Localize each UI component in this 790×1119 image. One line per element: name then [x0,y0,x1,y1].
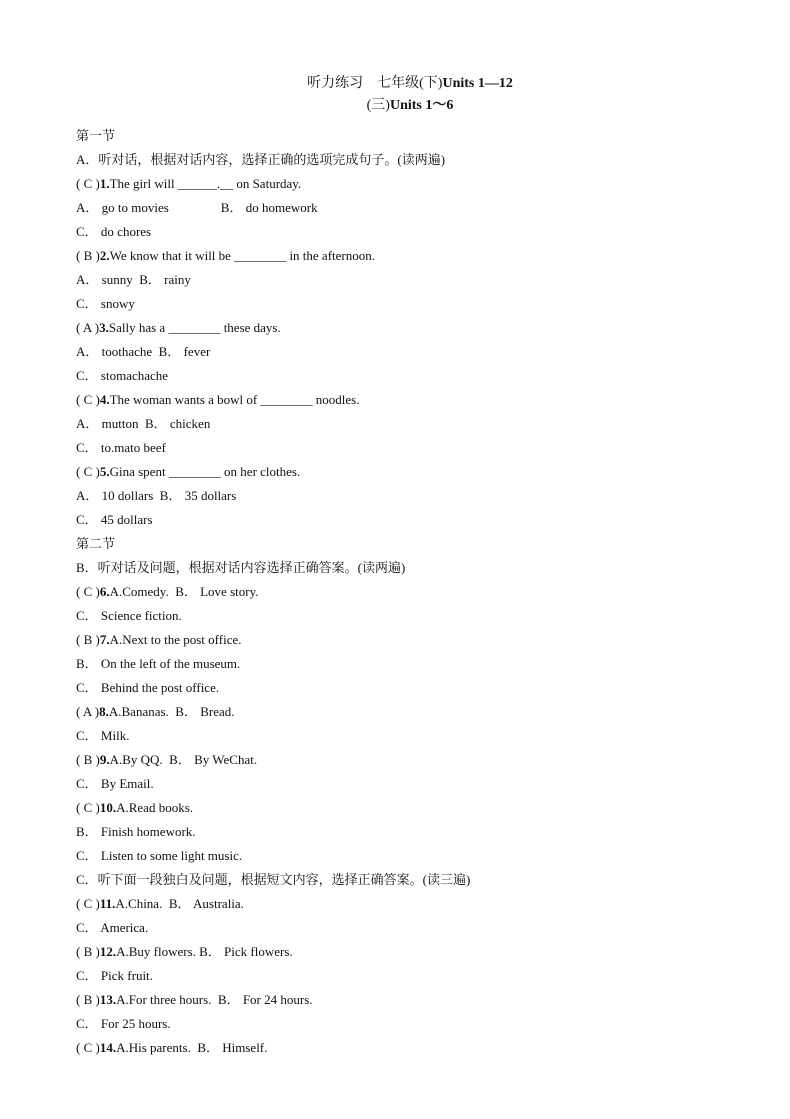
text-line: A．听对话，根据对话内容，选择正确的选项完成句子。(读两遍) [76,152,446,167]
question-text: A.By QQ. B． By WeChat. [109,752,258,767]
text-line: B．听对话及问题，根据对话内容选择正确答案。(读两遍) [76,560,406,575]
question-number: 1. [99,176,110,191]
answer-mark: ( C ) [76,896,100,911]
question-line [76,988,766,1012]
text-line: C． For 25 hours. [76,1016,171,1031]
question-text: A.Comedy. B． Love story. [109,584,259,599]
question-number: 11. [99,896,116,911]
question-line [76,700,766,724]
question-text: A.His parents. B． Himself. [116,1040,268,1055]
question-text: A.Buy flowers. B． Pick flowers. [116,944,293,959]
question-line [76,244,766,268]
question-number: 6. [99,584,110,599]
text-line: C． 45 dollars [76,512,153,527]
text-line: C． stomachache [76,368,169,383]
text-line: C．听下面一段独白及问题，根据短文内容，选择正确答案。(读三遍) [76,872,471,887]
answer-mark: ( C ) [76,1040,100,1055]
text-line: A． mutton B． chicken [76,416,211,431]
page-title [0,74,790,94]
question-line [76,892,766,916]
text-line: C． By Email. [76,776,154,791]
text-line: C． Science fiction. [76,608,182,623]
question-number: 2. [99,248,110,263]
question-number: 5. [99,464,110,479]
answer-mark: ( B ) [76,752,100,767]
question-line [76,172,766,196]
text-line: C． do chores [76,224,152,239]
text-line: A． 10 dollars B． 35 dollars [76,488,237,503]
question-text: A.Next to the post office. [109,632,242,647]
text-line: A． go to movies B． do homework [76,200,318,215]
text-line: C． Pick fruit. [76,968,153,983]
text-line: A． toothache B． fever [76,344,211,359]
title-units: Units 1—12 [442,76,513,91]
question-line [76,796,766,820]
text-line: C． snowy [76,296,135,311]
question-text: A.For three hours. B． For 24 hours. [116,992,313,1007]
subtitle-chinese: (三) [366,98,390,113]
question-list [76,124,766,1060]
text-line: A． sunny B． rainy [76,272,191,287]
question-text: A.Bananas. B． Bread. [108,704,235,719]
question-text: A.Read books. [116,800,194,815]
question-number: 8. [99,704,109,719]
text-line: C． America. [76,920,149,935]
question-number: 9. [99,752,110,767]
question-line [76,388,766,412]
question-number: 7. [99,632,110,647]
text-line: 第二节 [76,536,116,551]
subtitle-units: Units 1～6 [389,98,454,113]
question-number: 4. [99,392,110,407]
answer-mark: ( C ) [76,464,100,479]
question-line [76,628,766,652]
text-line: C． Behind the post office. [76,680,220,695]
question-text: Gina spent ________ on her clothes. [109,464,301,479]
question-line [76,940,766,964]
question-line [76,748,766,772]
question-line [76,460,766,484]
question-text: Sally has a ________ these days. [108,320,281,335]
answer-mark: ( C ) [76,392,100,407]
question-text: A.China. B． Australia. [115,896,244,911]
page-subtitle [0,96,790,116]
answer-mark: ( C ) [76,800,100,815]
question-line [76,1036,766,1060]
answer-mark: ( B ) [76,944,100,959]
text-line: 第一节 [76,128,116,143]
text-line: B． Finish homework. [76,824,196,839]
question-number: 12. [99,944,117,959]
question-text: The girl will ______.__ on Saturday. [109,176,302,191]
question-text: We know that it will be ________ in the afternoon. [109,248,375,263]
answer-mark: ( B ) [76,632,100,647]
answer-mark: ( A ) [76,704,100,719]
question-number: 10. [99,800,117,815]
question-line [76,316,766,340]
text-line: C． to.mato beef [76,440,166,455]
text-line: B． On the left of the museum. [76,656,241,671]
question-number: 3. [99,320,109,335]
text-line: C． Milk. [76,728,130,743]
question-number: 13. [99,992,117,1007]
answer-mark: ( C ) [76,176,100,191]
question-number: 14. [99,1040,117,1055]
question-text: The woman wants a bowl of ________ noodles. [109,392,360,407]
answer-mark: ( A ) [76,320,100,335]
answer-mark: ( B ) [76,992,100,1007]
answer-mark: ( B ) [76,248,100,263]
title-chinese: 听力练习 七年级(下) [307,76,443,91]
question-line [76,580,766,604]
text-line: C． Listen to some light music. [76,848,243,863]
answer-mark: ( C ) [76,584,100,599]
